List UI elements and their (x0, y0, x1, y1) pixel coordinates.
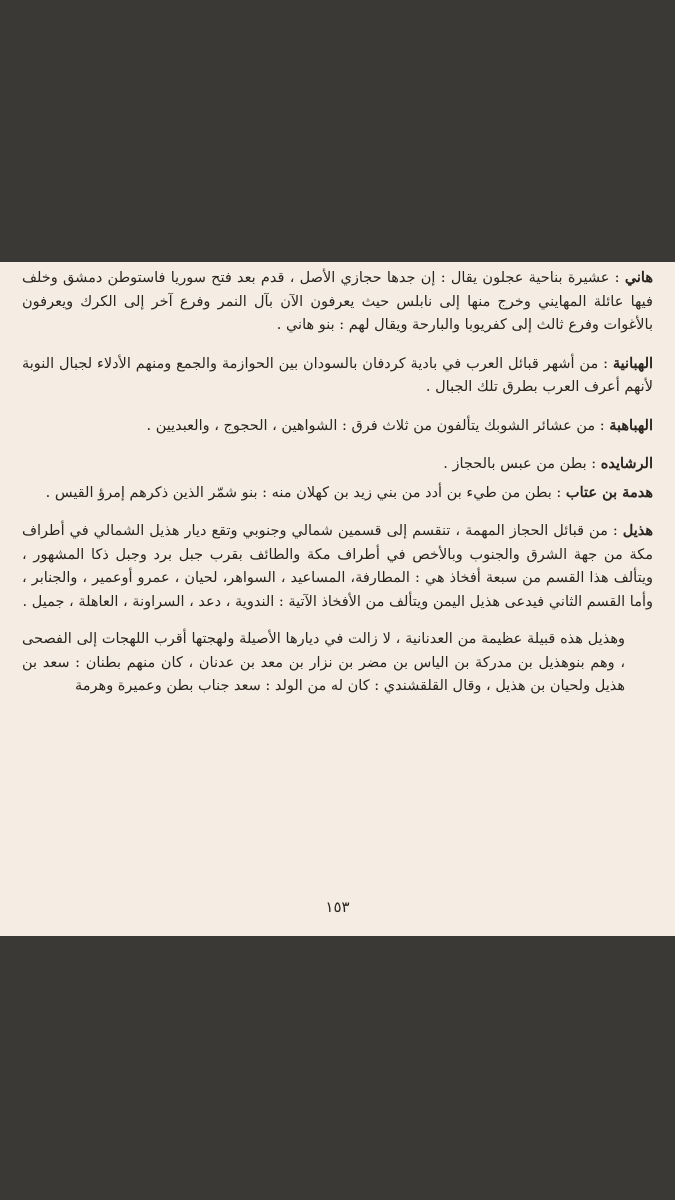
entry-habahiba (22, 414, 653, 439)
entry-term: الرشايده (600, 455, 653, 472)
entry-hudhayl (22, 519, 653, 614)
entry-term: هدمة بن عتاب (565, 483, 653, 501)
entry-habbaniya (22, 352, 653, 400)
entry-text: وهذيل هذه قبيلة عظيمة من العدنانية ، لا زالت في ديارها الأصيلة ولهجتها أقرب اللهجات إلى الفصحى ، وهم بنوهذيل بن مدركة بن الياس بن مضر بن نزار بن معد بن عدنان ، كان منهم بطنان : سعد بن هذيل ولحيان بن هذيل ، وقال القلقشندي : كان له من الولد : سعد جناب بطن وعميرة وهرمة (22, 631, 625, 694)
entry-hani (22, 266, 653, 338)
entry-rashaida (22, 452, 653, 477)
page-number: ١٥٣ (325, 898, 350, 916)
entry-text: : من عشائر الشوبك يتألفون من ثلاث فرق : الشواهين ، الحجوج ، والعبديين . (146, 417, 605, 434)
entry-text: : من قبائل الحجاز المهمة ، تنقسم إلى قسمين شمالي وجنوبي وتقع ديار هذيل الشمالي في أطراف مكة من جهة الشرق والجنوب وبالأخص في أطراف مكة والطائف بقرب جبل برد وجبل ذكا المشهور ، ويتألف هذا القسم من سبعة أفخاذ هي : المطارفة، المساعيد ، السواهر، لحيان ، عمرو أوعمير ، والجنابر ، وأما القسم الثاني فيدعى هذيل اليمن ويتألف من الأفخاذ الآتية : الندوية ، دعد ، السراونة ، العاهلة ، جميل . (22, 523, 653, 610)
entry-text: : بطن من طيء بن أدد من بني زيد بن كهلان منه : بنو شمّر الذين ذكرهم إمرؤ القيس . (45, 484, 562, 501)
entry-text: : عشيرة بناحية عجلون يقال : إن جدها حجازي الأصل ، قدم بعد فتح سوريا فاستوطن دمشق وخلف فيها عائلة المهايني وخرج منها إلى نابلس حيث يعرفون الآن بآل النمر وفرع آخر إلى الكرك ويعرفون بالأغوات وفرع ثالث إلى كفريوبا والبارحة ويقال لهم : بنو هاني . (22, 270, 653, 333)
entry-text: : بطن من عبس بالحجاز . (443, 456, 597, 472)
entry-hudhayl-continued (22, 628, 653, 699)
entry-term: هذيل (622, 522, 653, 539)
entry-hadma (22, 481, 653, 506)
entry-text: : من أشهر قبائل العرب في بادية كردفان بالسودان بين الحوازمة والجمع ومنهم الأدلاء لجبال النوبة لأنهم أعرف العرب بطرق تلك الجبال . (22, 355, 653, 395)
page-text (22, 266, 653, 699)
entry-term: الهبانية (612, 354, 654, 372)
book-page (0, 262, 675, 936)
entry-term: هاني (624, 269, 653, 286)
entry-term: الهباهبة (609, 416, 653, 434)
